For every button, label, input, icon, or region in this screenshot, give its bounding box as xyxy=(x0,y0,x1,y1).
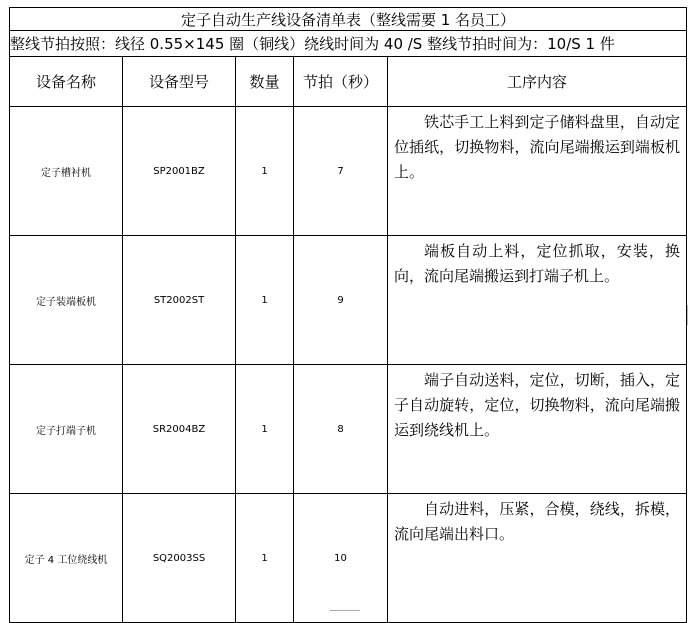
equipment-quantity: 1 xyxy=(236,494,294,623)
equipment-model: SP2001BZ xyxy=(123,107,236,236)
equipment-name: 定子槽衬机 xyxy=(10,107,123,236)
header-quantity: 数量 xyxy=(236,57,294,107)
equipment-name: 定子 4 工位绕线机 xyxy=(10,494,123,623)
equipment-model: SQ2003SS xyxy=(123,494,236,623)
process-description: 铁芯手工上料到定子储料盘里，自动定位插纸，切换物料，流向尾端搬运到端板机上。 xyxy=(388,107,687,236)
equipment-takt: 7 xyxy=(294,107,388,236)
header-equipment-model: 设备型号 xyxy=(123,57,236,107)
equipment-takt: 10 xyxy=(294,494,388,623)
equipment-quantity: 1 xyxy=(236,236,294,365)
equipment-takt: 8 xyxy=(294,365,388,494)
equipment-takt: 9 xyxy=(294,236,388,365)
equipment-model: ST2002ST xyxy=(123,236,236,365)
equipment-model: SR2004BZ xyxy=(123,365,236,494)
equipment-name: 定子打端子机 xyxy=(10,365,123,494)
page-edge-marker xyxy=(687,305,694,325)
equipment-name: 定子装端板机 xyxy=(10,236,123,365)
table-row xyxy=(10,107,687,236)
header-takt: 节拍（秒） xyxy=(294,57,388,107)
equipment-list-table xyxy=(9,7,687,623)
equipment-quantity: 1 xyxy=(236,107,294,236)
table-row xyxy=(10,236,687,365)
table-row xyxy=(10,494,687,623)
equipment-quantity: 1 xyxy=(236,365,294,494)
table-row xyxy=(10,365,687,494)
header-process: 工序内容 xyxy=(388,57,687,107)
process-description: 端板自动上料，定位抓取，安装，换向，流向尾端搬运到打端子机上。 xyxy=(388,236,687,365)
takt-info: 整线节拍按照：线径 0.55×145 圈（铜线）绕线时间为 40 /S 整线节拍时间为：10/S 1 件 xyxy=(10,31,687,57)
table-title: 定子自动生产线设备清单表（整线需要 1 名员工） xyxy=(10,8,687,31)
document-page xyxy=(9,7,686,623)
process-description: 自动进料，压紧，合模，绕线，拆模，流向尾端出料口。 xyxy=(388,494,687,623)
process-description: 端子自动送料，定位，切断，插入，定子自动旋转，定位，切换物料，流向尾端搬运到绕线机上。 xyxy=(388,365,687,494)
page-bottom-marker xyxy=(330,610,360,615)
header-equipment-name: 设备名称 xyxy=(10,57,123,107)
header-row xyxy=(10,57,687,107)
